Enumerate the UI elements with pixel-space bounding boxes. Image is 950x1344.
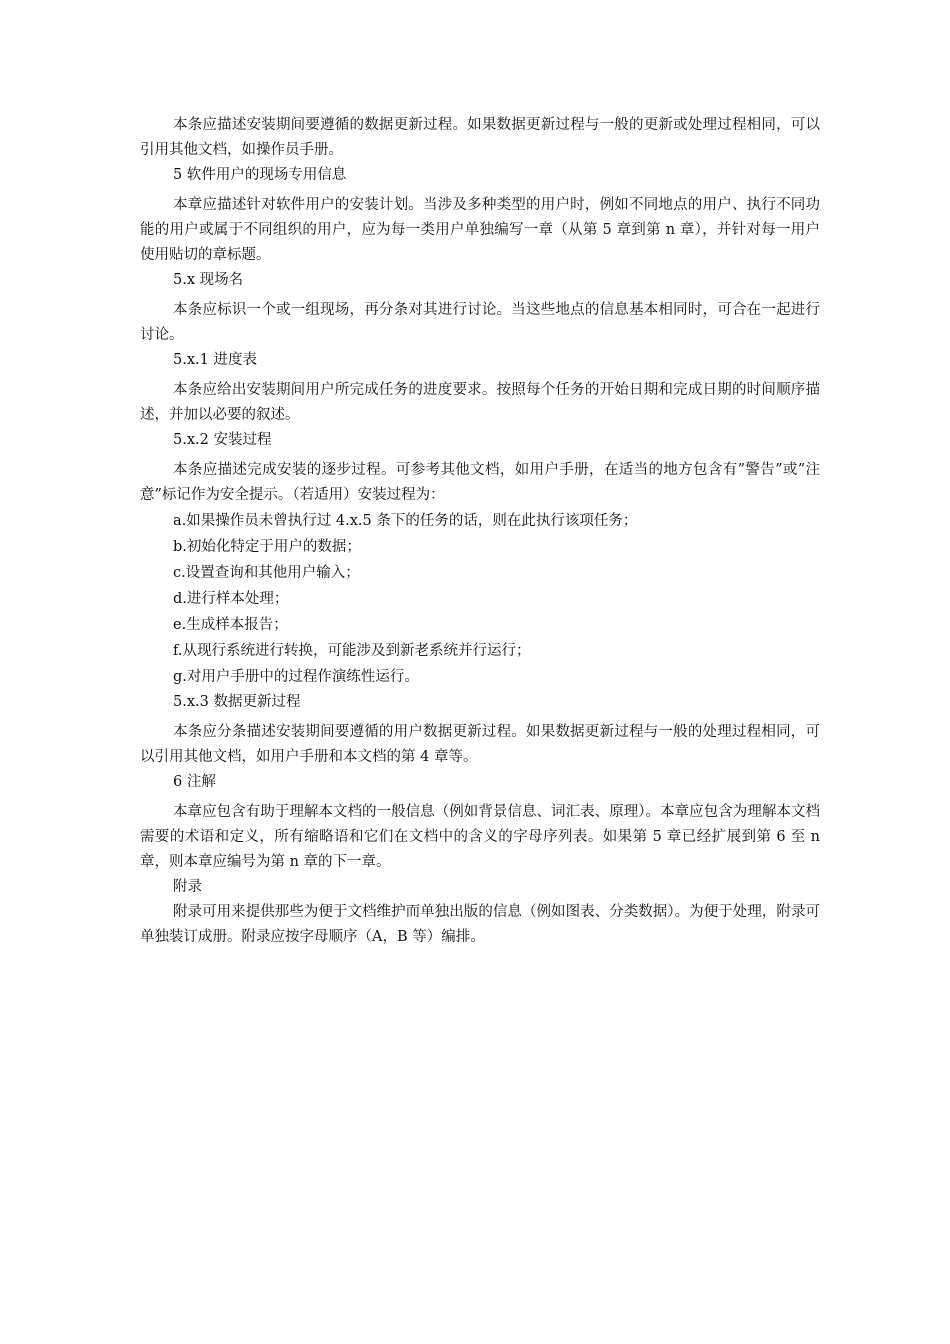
list-item: c.设置查询和其他用户输入； bbox=[173, 565, 360, 581]
paragraph-install-process: 本条应描述完成安装的逐步过程。可参考其他文档，如用户手册，在适当的地方包含有”警告”或”注意”标记作为安全提示。（若适用）安装过程为： bbox=[140, 462, 820, 503]
list-item: e.生成样本报告； bbox=[173, 617, 288, 633]
paragraph-site-name: 本条应标识一个或一组现场，再分条对其进行讨论。当这些地点的信息基本相同时，可合在一起进行讨论。 bbox=[140, 302, 820, 343]
paragraph-data-update: 本条应描述安装期间要遵循的数据更新过程。如果数据更新过程与一般的更新或处理过程相同，可以引用其他文档，如操作员手册。 bbox=[140, 117, 820, 158]
list-item: d.进行样本处理； bbox=[173, 591, 289, 607]
heading-site-name: 5.x 现场名 bbox=[173, 272, 244, 288]
paragraph-section-5: 本章应描述针对软件用户的安装计划。当涉及多种类型的用户时，例如不同地点的用户、执行不同功能的用户或属于不同组织的用户，应为每一类用户单独编写一章（从第 5 章到第 n 章），并针对每一用户使用贴切的章标题。 bbox=[140, 197, 820, 263]
heading-appendix: 附录 bbox=[173, 879, 202, 895]
list-item: a.如果操作员未曾执行过 4.x.5 条下的任务的话，则在此执行该项任务； bbox=[173, 513, 638, 529]
paragraph-schedule: 本条应给出安装期间用户所完成任务的进度要求。按照每个任务的开始日期和完成日期的时间顺序描述，并加以必要的叙述。 bbox=[140, 382, 820, 423]
heading-section-5: 5 软件用户的现场专用信息 bbox=[173, 167, 347, 183]
heading-section-6: 6 注解 bbox=[173, 774, 216, 790]
install-steps-list bbox=[140, 508, 820, 690]
paragraph-notes: 本章应包含有助于理解本文档的一般信息（例如背景信息、词汇表、原理）。本章应包含为理解本文档需要的术语和定义，所有缩略语和它们在文档中的含义的字母序列表。如果第 5 章已经扩展到第 6 至 n 章，则本章应编号为第 n 章的下一章。 bbox=[140, 804, 820, 870]
heading-install-process: 5.x.2 安装过程 bbox=[173, 432, 272, 448]
document-body bbox=[140, 113, 820, 950]
heading-data-update-process: 5.x.3 数据更新过程 bbox=[173, 694, 301, 710]
list-item: f.从现行系统进行转换，可能涉及到新老系统并行运行； bbox=[173, 643, 531, 659]
paragraph-appendix: 附录可用来提供那些为便于文档维护而单独出版的信息（例如图表、分类数据）。为便于处理，附录可单独装订成册。附录应按字母顺序（A，B 等）编排。 bbox=[140, 904, 820, 945]
heading-schedule: 5.x.1 进度表 bbox=[173, 352, 257, 368]
list-item: b.初始化特定于用户的数据； bbox=[173, 539, 361, 555]
list-item: g.对用户手册中的过程作演练性运行。 bbox=[173, 669, 419, 685]
paragraph-data-update-process: 本条应分条描述安装期间要遵循的用户数据更新过程。如果数据更新过程与一般的处理过程相同，可以引用其他文档，如用户手册和本文档的第 4 章等。 bbox=[140, 724, 820, 765]
